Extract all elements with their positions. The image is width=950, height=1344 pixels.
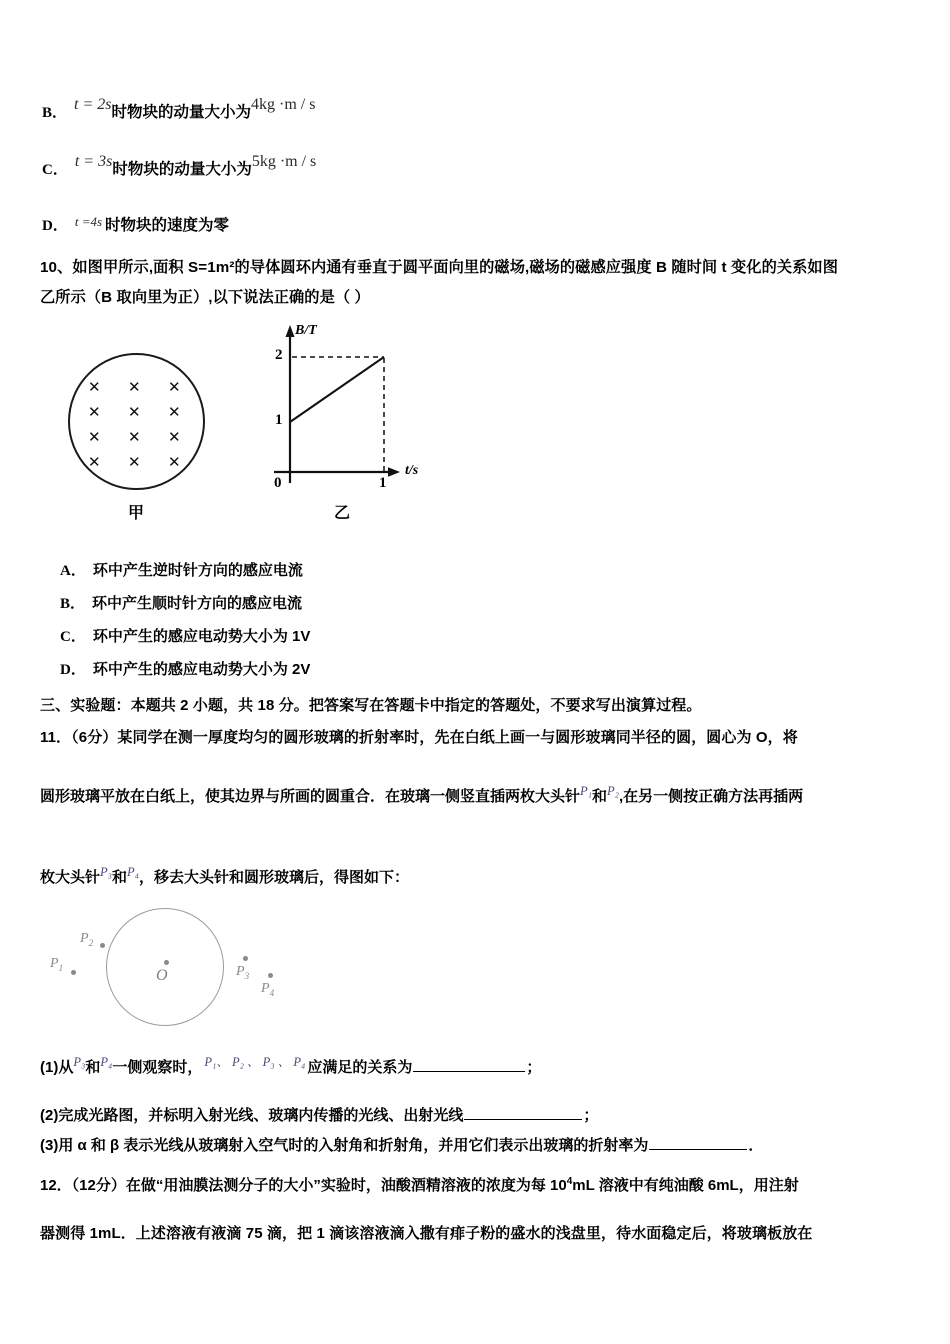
- center-dot-O: [164, 960, 169, 965]
- q10-option-label-A: A．: [60, 563, 86, 579]
- pin-label-P1: $P_1$: [50, 956, 64, 973]
- q11-sub3-tail: ．: [748, 1137, 764, 1154]
- q11-line3-text-b: ，移去大头针和圆形玻璃后，得图如下：: [139, 869, 410, 886]
- option-C-math-lead: t = 3s: [74, 153, 113, 170]
- q11-sub1-and: 和: [85, 1059, 101, 1076]
- cross-mark: ✕: [168, 453, 181, 471]
- question10-stem-line1: 10、如图甲所示,面积 S=1m²的导体圆环内通有垂直于圆平面向里的磁场,磁场的磁感应强度 B 随时间 t 变化的关系如图: [40, 259, 839, 276]
- figure-yi-caption: 乙: [333, 505, 350, 522]
- figure-yi-ytick-1: 1: [275, 412, 283, 428]
- q11-sub2-tail: ；: [583, 1107, 599, 1124]
- option-B-text: 时物块的动量大小为: [111, 104, 251, 121]
- pin-dot-P2: [100, 943, 105, 948]
- cross-mark: ✕: [168, 378, 181, 396]
- q11-sub1-answer-blank[interactable]: [413, 1058, 525, 1072]
- q10-option-label-C: C．: [60, 629, 86, 645]
- q11-sub2-text: (2)完成光路图，并标明入射光线、玻璃内传播的光线、出射光线: [40, 1107, 464, 1124]
- q10-option-text-D: 环中产生的感应电动势大小为 2V: [92, 661, 311, 678]
- figure-yi-ytick-2: 2: [275, 347, 283, 363]
- q11-sub1-pin-list: P₁、 P₂ 、 P₃ 、 P₄: [204, 1055, 306, 1069]
- q11-sub1-c: 应满足的关系为: [307, 1059, 413, 1076]
- pin-label-P3: $P_3$: [236, 964, 250, 981]
- q11-line3-and: 和: [112, 869, 128, 886]
- cross-mark: ✕: [88, 378, 101, 396]
- figure-pins: [40, 900, 340, 1030]
- question11-sub3: [40, 1134, 763, 1155]
- question11-sub2: [40, 1104, 598, 1125]
- q11-pin-p4: P₄: [127, 865, 139, 879]
- q11-sub1-p4: P₄: [100, 1055, 113, 1069]
- q10-option-text-B: 环中产生顺时针方向的感应电流: [92, 595, 303, 612]
- q11-pin-p2: P₂: [607, 784, 619, 798]
- option-B-math-tail: 4kg ·m / s: [251, 96, 316, 113]
- q10-option-label-B: B．: [60, 596, 86, 612]
- option-label-B: B．: [42, 105, 68, 121]
- option-label-C: C．: [42, 162, 68, 178]
- cross-mark: ✕: [128, 428, 141, 446]
- option-row-B: [42, 96, 316, 122]
- q10-option-row-A: [60, 559, 303, 580]
- pin-dot-P3: [243, 956, 248, 961]
- q10-option-label-D: D．: [60, 662, 86, 678]
- q11-sub1-p3: P₃: [73, 1055, 86, 1069]
- figure-yi-xtick-1: 1: [379, 475, 387, 491]
- figure-yi-origin: 0: [274, 475, 282, 491]
- cross-mark: ✕: [128, 378, 141, 396]
- q12-line1-exponent: 4: [566, 1176, 573, 1187]
- figure-jia-caption: 甲: [127, 505, 144, 522]
- option-row-C: [42, 153, 317, 179]
- option-label-D: D．: [42, 218, 68, 234]
- pin-dot-P4: [268, 973, 273, 978]
- section3-heading: 三、实验题：本题共 2 小题，共 18 分。把答案写在答题卡中指定的答题处，不要求写出演算过程。: [40, 697, 702, 714]
- q11-sub3-answer-blank[interactable]: [649, 1136, 747, 1150]
- cross-mark: ✕: [168, 428, 181, 446]
- question12-line1: [40, 1174, 799, 1195]
- option-D-text: 时物块的速度为零: [105, 217, 230, 234]
- figure-yi-x-axis-label: t/s: [405, 463, 419, 478]
- option-C-math-tail: 5kg ·m / s: [251, 153, 317, 170]
- figure-yi: [262, 323, 462, 522]
- q11-line2-and: 和: [592, 788, 608, 805]
- question11-line2: [40, 785, 803, 806]
- question11-line1: 11．（6分）某同学在测一厚度均匀的圆形玻璃的折射率时，先在白纸上画一与圆形玻璃同半径的圆，圆心为 O，将: [40, 729, 798, 746]
- option-D-math-lead: t =4s: [74, 214, 103, 229]
- q12-line1-a: 12．（12分）在做“用油膜法测分子的大小”实验时，油酸酒精溶液的浓度为每 10: [40, 1177, 567, 1194]
- cross-mark: ✕: [128, 453, 141, 471]
- figure-yi-y-axis-label: B/T: [295, 323, 317, 338]
- q11-line2-text-a: 圆形玻璃平放在白纸上，使其边界与所画的圆重合．在玻璃一侧竖直插两枚大头针: [40, 788, 581, 805]
- option-C-text: 时物块的动量大小为: [112, 161, 252, 178]
- figure-yi-svg: [262, 325, 462, 505]
- question12-line2: 器测得 1mL．上述溶液有液滴 75 滴，把 1 滴该溶液滴入撒有痱子粉的盛水的浅盘里，待水面稳定后，将玻璃板放在: [40, 1225, 813, 1242]
- question11-sub1: [40, 1056, 541, 1077]
- option-B-math-lead: t = 2s: [74, 96, 112, 113]
- q10-option-row-C: [60, 625, 310, 646]
- cross-mark: ✕: [88, 453, 101, 471]
- figure-jia: [58, 352, 248, 522]
- q12-line1-b: mL 溶液中有纯油酸 6mL，用注射: [572, 1177, 799, 1194]
- q10-option-text-C: 环中产生的感应电动势大小为 1V: [92, 628, 311, 645]
- q11-sub1-a: (1)从: [40, 1059, 74, 1076]
- cross-mark: ✕: [88, 428, 101, 446]
- q11-sub1-tail: ；: [526, 1059, 542, 1076]
- q11-sub3-text: (3)用 α 和 β 表示光线从玻璃射入空气时的入射角和折射角，并用它们表示出玻璃的折射率为: [40, 1137, 649, 1154]
- q10-option-row-D: [60, 658, 310, 679]
- pin-label-P2: $P_2$: [80, 931, 94, 948]
- q11-sub2-answer-blank[interactable]: [464, 1106, 582, 1120]
- q11-pin-p3: P₃: [100, 865, 112, 879]
- q11-pin-p1: P₁: [580, 784, 592, 798]
- q11-line3-text-a: 枚大头针: [40, 869, 101, 886]
- pin-dot-P1: [71, 970, 76, 975]
- question10-stem-line2: 乙所示（B 取向里为正）,以下说法正确的是（ ）: [40, 289, 370, 306]
- q10-option-text-A: 环中产生逆时针方向的感应电流: [92, 562, 303, 579]
- option-row-D: [42, 213, 229, 235]
- center-label-O: O: [156, 967, 168, 984]
- cross-mark: ✕: [168, 403, 181, 421]
- q11-sub1-b: 一侧观察时，: [112, 1059, 203, 1076]
- question11-line3: [40, 866, 409, 887]
- pin-label-P4: $P_4$: [261, 981, 275, 998]
- cross-mark: ✕: [88, 403, 101, 421]
- q11-line2-text-b: ,在另一侧按正确方法再插两: [619, 788, 804, 805]
- q10-option-row-B: [60, 592, 302, 613]
- cross-mark: ✕: [128, 403, 141, 421]
